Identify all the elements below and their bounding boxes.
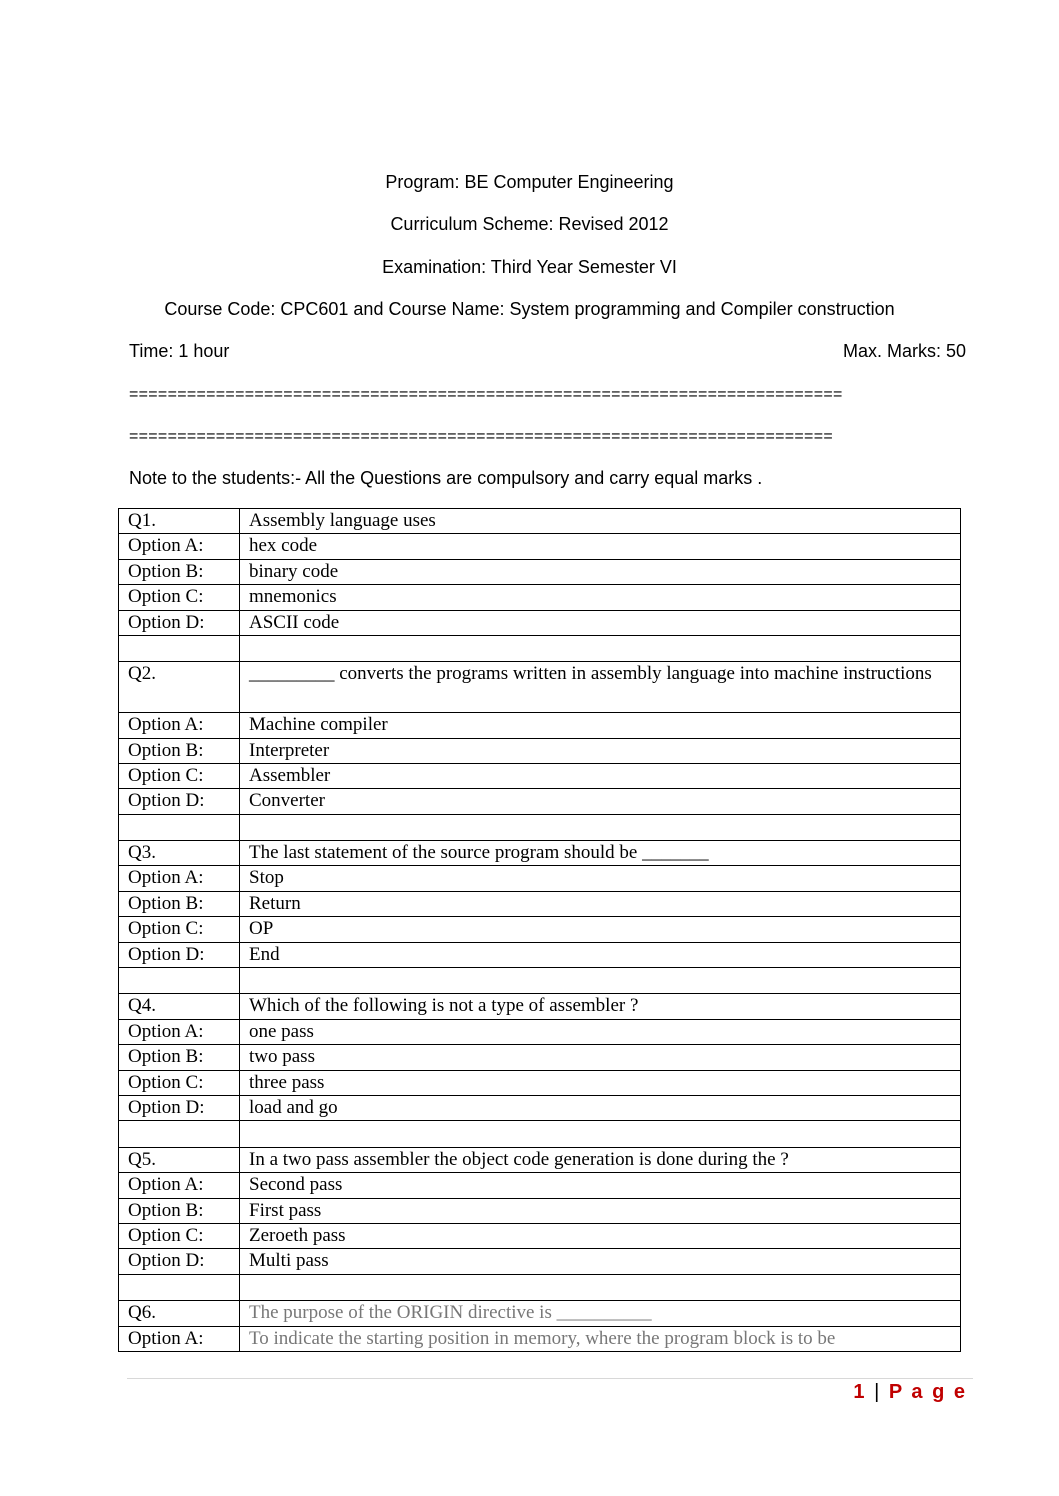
option-row <box>119 1019 961 1044</box>
option-text: OP <box>240 917 961 942</box>
option-label: Option D: <box>119 1096 240 1121</box>
option-text: hex code <box>240 534 961 559</box>
question-text: Which of the following is not a type of assembler ? <box>240 994 961 1019</box>
option-label: Option C: <box>119 1223 240 1248</box>
option-text: ASCII code <box>240 610 961 635</box>
option-row <box>119 585 961 610</box>
option-row <box>119 1173 961 1198</box>
option-text: Second pass <box>240 1173 961 1198</box>
course-line: Course Code: CPC601 and Course Name: System programming and Compiler construction <box>164 299 895 319</box>
question-row <box>119 841 961 866</box>
option-label: Option B: <box>119 1045 240 1070</box>
option-text: Converter <box>240 789 961 814</box>
option-text: Stop <box>240 866 961 891</box>
option-text: three pass <box>240 1070 961 1095</box>
question-row <box>119 994 961 1019</box>
time-label: Time: 1 hour <box>129 341 230 361</box>
option-label: Option D: <box>119 789 240 814</box>
option-text: First pass <box>240 1198 961 1223</box>
option-row <box>119 1096 961 1121</box>
question-text: _________ converts the programs written in assembly language into machine instructions <box>240 662 961 713</box>
option-row <box>119 1249 961 1274</box>
question-row <box>119 509 961 534</box>
spacer-row <box>119 968 961 994</box>
page-number <box>853 1381 967 1404</box>
option-row <box>119 1045 961 1070</box>
questions-table <box>118 508 961 1352</box>
question-row <box>119 1301 961 1326</box>
option-label: Option A: <box>119 1173 240 1198</box>
time-marks-row <box>129 341 966 362</box>
question-label: Q5. <box>119 1147 240 1172</box>
page-number-value: 1 <box>853 1381 867 1403</box>
option-text: Interpreter <box>240 738 961 763</box>
option-label: Option B: <box>119 891 240 916</box>
option-label: Option C: <box>119 763 240 788</box>
option-text: mnemonics <box>240 585 961 610</box>
option-text: Multi pass <box>240 1249 961 1274</box>
option-row <box>119 1223 961 1248</box>
option-text: one pass <box>240 1019 961 1044</box>
option-text: End <box>240 942 961 967</box>
option-label: Option D: <box>119 1249 240 1274</box>
question-text: The purpose of the ORIGIN directive is __________ <box>240 1301 961 1326</box>
option-label: Option A: <box>119 1326 240 1351</box>
page-word: P a g e <box>888 1381 967 1403</box>
question-text: In a two pass assembler the object code generation is done during the ? <box>240 1147 961 1172</box>
option-row <box>119 866 961 891</box>
max-marks-label: Max. Marks: 50 <box>842 341 966 361</box>
option-text: Return <box>240 891 961 916</box>
option-label: Option B: <box>119 559 240 584</box>
footer-divider <box>127 1378 973 1379</box>
option-text: binary code <box>240 559 961 584</box>
separator-line-1: ========================================================================== <box>129 386 843 403</box>
student-note: Note to the students:- All the Questions are compulsory and carry equal marks . <box>129 468 763 488</box>
option-row <box>119 763 961 788</box>
option-row <box>119 1326 961 1351</box>
option-row <box>119 534 961 559</box>
option-text: To indicate the starting position in memory, where the program block is to be <box>240 1326 961 1351</box>
page-number-separator: | <box>874 1381 882 1403</box>
option-label: Option B: <box>119 1198 240 1223</box>
question-label: Q1. <box>119 509 240 534</box>
option-row <box>119 1198 961 1223</box>
option-label: Option C: <box>119 1070 240 1095</box>
curriculum-line: Curriculum Scheme: Revised 2012 <box>390 214 669 234</box>
option-row <box>119 738 961 763</box>
option-row <box>119 942 961 967</box>
option-text: Machine compiler <box>240 713 961 738</box>
option-row <box>119 713 961 738</box>
question-row <box>119 662 961 713</box>
option-label: Option D: <box>119 610 240 635</box>
program-line: Program: BE Computer Engineering <box>385 172 674 192</box>
option-label: Option A: <box>119 713 240 738</box>
option-text: load and go <box>240 1096 961 1121</box>
option-text: Assembler <box>240 763 961 788</box>
option-row <box>119 789 961 814</box>
question-label: Q4. <box>119 994 240 1019</box>
option-label: Option D: <box>119 942 240 967</box>
option-label: Option B: <box>119 738 240 763</box>
spacer-row <box>119 635 961 661</box>
option-row <box>119 559 961 584</box>
option-label: Option A: <box>119 866 240 891</box>
option-label: Option C: <box>119 917 240 942</box>
option-text: Zeroeth pass <box>240 1223 961 1248</box>
question-row <box>119 1147 961 1172</box>
question-label: Q3. <box>119 841 240 866</box>
option-row <box>119 1070 961 1095</box>
option-row <box>119 917 961 942</box>
option-label: Option C: <box>119 585 240 610</box>
question-text: Assembly language uses <box>240 509 961 534</box>
question-text: The last statement of the source program should be _______ <box>240 841 961 866</box>
option-label: Option A: <box>119 534 240 559</box>
spacer-row <box>119 814 961 840</box>
examination-line: Examination: Third Year Semester VI <box>382 257 677 277</box>
option-text: two pass <box>240 1045 961 1070</box>
option-row <box>119 891 961 916</box>
spacer-row <box>119 1121 961 1147</box>
separator-line-2: ========================================================================= <box>129 428 833 445</box>
option-label: Option A: <box>119 1019 240 1044</box>
spacer-row <box>119 1274 961 1300</box>
question-label: Q6. <box>119 1301 240 1326</box>
question-label: Q2. <box>119 662 240 713</box>
option-row <box>119 610 961 635</box>
